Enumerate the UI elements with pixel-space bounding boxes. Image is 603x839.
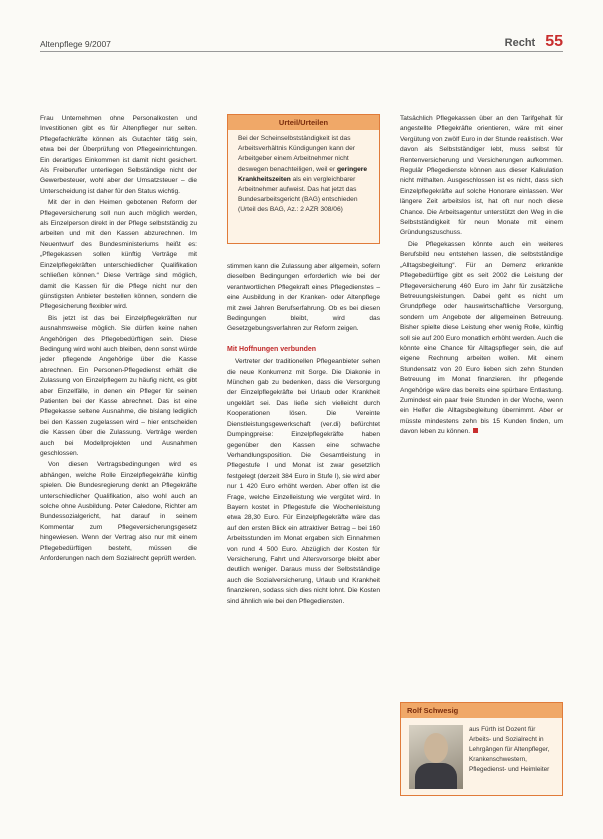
header-rule [40, 51, 563, 52]
page-number: 55 [545, 33, 563, 50]
paragraph-text: Die Pflegekassen könnte auch ein weiteres Berufsbild neu entstehen lassen, die selbstständige „Alltagsbegleitung“. Für an Demenz erkrankte Pflegebedürftige gibt es seit 2002 die Leistung der Pflegeversicherung 460 Euro im Jahr für zusätzliche Betreuungsleistungen. Dabei geht es nicht um Grundpflege oder hauswirtschaftliche Versorgung, sondern um Angebote der allgemeinen Betreuung. Bisher spielte diese Leistung eher wenig Rolle, künftig soll sie auf 200 Euro monatlich erhöht werden. Auch die könnte eine Chance für Alltagspfleger sein, die auf eigene Rechnung arbeiten wollen. Mit einem Stundensatz von 20 Euro lieben sich zehn Stunden Betreuung im Monat finanzieren. Ihr pflegende Angehörige wäre das bereits eine spürbare Entlastung. Zumindest ein paar freie Stunden in der Woche, wenn ein Helfer die Alltagsbegleitung übernimmt. Aber er müsste mindestens zehn bis 15 Kunden finden, um davon leben zu können. [400, 240, 563, 436]
photo-head-shape [424, 733, 448, 763]
running-header-journal: Altenpflege 9/2007 [40, 39, 111, 49]
author-box [400, 702, 563, 796]
paragraph [400, 240, 563, 438]
photo-body-shape [415, 763, 457, 789]
ruling-box [227, 114, 380, 244]
running-header-section [505, 33, 563, 51]
ruling-text-end: als ein vergleichbarer Arbeitnehmer aufweist. Das hat jetzt das Bundesarbeitsgericht (BAG) entschieden (Urteil des BAG, Az.: 2 AZR 308/06) [238, 175, 358, 214]
paragraph: Von diesen Vertragsbedingungen wird es abhängen, welche Rolle Einzelpflegekräfte künftig spielen. Die Bundesregierung denkt an Pflegekräfte unterschiedlicher Qualifikation, also wohl auch an solche ohne Ausbildung. Peter Caledone, Richter am Bundessozialgericht, hat darauf in seinem Kommentar zum Pflegeversicherungsgesetz hingewiesen. Wenn der Vertrag also nur mit einem Pflegebedürftigen besteht, müssen die Anforderungen nach dem Sozialrecht geprüft werden. [40, 461, 197, 563]
text-column-2 [227, 262, 380, 608]
ruling-box-title: Urteil/Urteilen [228, 115, 379, 130]
author-photo [409, 725, 463, 789]
author-name: Rolf Schwesig [401, 703, 562, 718]
text-column-1 [40, 114, 197, 565]
paragraph: stimmen kann die Zulassung aber allgemein, sofern dieselben Bedingungen erforderlich wie bei der verantwortlichen Pflegekraft eines Pflegedienstes – eine Ausbildung in der Kranken- oder Altenpflege mit zwei Jahren Berufserfahrung. Ob es bei diesen Bedingungen bleibt, wird das Gesetzgebungsverfahren zur Reform zeigen. [227, 263, 380, 333]
paragraph: Vertreter der traditionellen Pflegeanbieter sehen die neue Konkurrenz mit Sorge. Die Diakonie in München gab zu bedenken, dass die Versorgung der Einzelpflegekräfte bei Urlaub oder Krankheit ungeklärt sei. Das ließe sich vielleicht durch Kooperationen lösen. Die Vereinte Dienstleistungsgewerkschaft (ver.di) befürchtet Dumpingpreise: Einzelpflegekräfte haben gegenüber den Kassen eine schwache Verhandlungsposition. Die Gesamtleistung in Pflegestufe I und Monat ist zwar gesetzlich festgelegt (derzeit 384 Euro in Stufe I), sie wird aber nur 1 420 Euro erhöht werden. Aber offen ist die Frage, welche Einzelleistung wie vergütet wird. In Bayern kostet in Pflegestufe die Wochenleistung etwa 28,30 Euro. Für Einzelpflegekräfte wäre das auf den ersten Blick ein attraktiver Betrag – bei 160 Arbeitsstunden im Monat ergaben sich Einnahmen von rund 4 500 Euro. Abzüglich der Kosten für Versicherung, Fahrt und Altersvorsorge bleibt aber deutlich weniger. Daraus muss der Selbstständige auch die Sozialversicherung, Urlaub und Krankheit finanzieren, sodass sich dies nicht lohnt. Die Kosten sind ähnlich wie bei den Pflegediensten. [227, 358, 380, 605]
author-bio: aus Fürth ist Dozent für Arbeits- und Sozialrecht in Lehrgängen für Altenpfleger, Krankenschwestern, Pflegedienst- und Heimleiter [469, 726, 550, 773]
end-bullet-icon [473, 428, 478, 433]
ruling-text: Bei der Scheinselbstständigkeit ist das Arbeitsverhältnis Kündigungen kann der Arbeitgeber einem Arbeitnehmer nicht deswegen benachteiligen, weil er [238, 135, 355, 173]
ruling-highlight: geringere Krankheitszeiten [238, 165, 368, 183]
paragraph: Frau Unternehmen ohne Personalkosten und Investitionen gibt es für Altenpfleger nur selten. Pflegefachkräfte können als Gutachter tätig sein, etwa bei der Überprüfung von Pflegeeinrichtungen. Ein derartiges Einkommen ist damit nicht gesichert. Als Freiberufler unterliegen Selbständige nicht der Gewerbesteuer, wohl aber der Umsatzsteuer – die Unterscheidung ist daher für den Status wichtig. [40, 115, 197, 195]
section-label: Recht [504, 37, 536, 49]
subheading: Mit Hoffnungen verbunden [227, 345, 317, 353]
text-column-3 [400, 114, 563, 439]
paragraph: Tatsächlich Pflegekassen über an den Tarifgehalt für angestellte Pflegekräfte orientieren, wäre mit einer Vergütung von zwölf Euro in der Stunde realistisch. Wer davon als Selbstständiger lebt, muss selbst für Rentenversicherung und Versicherungen aufkommen. Regulär Pflegedienste können aus dieser Kalkulation nicht mithalten. Ausgeschlossen ist es nicht, dass sich Einzelpflegekräfte auf solche Honorare einlassen. Wer längere Zeit arbeitslos ist, hat oft nur noch diese Chance. Die Arbeitsagentur unterstützt den Weg in die Selbstständigkeit für neun Monate mit einem Gründungszuschuss. [400, 115, 563, 237]
paragraph: Mit der in den Heimen gebotenen Reform der Pflegeversicherung soll nun auch möglich werden, als Einzelperson direkt in der Pflege selbstständig zu arbeiten und mit den Kassen abzurechnen. Im Neuentwurf des Bundesministeriums heißt es: „Pflegekassen sollen künftig Verträge mit Einzelpflegekräften unterschiedlicher Qualifikation schließen können.“ Diese Verträge sind möglich, damit die Kassen für die Pflege nicht nur den günstigsten Anbieter bestellen können, sondern die Pflegesicherung flexibler wird. [40, 199, 197, 311]
paragraph: Bis jetzt ist das bei Einzelpflegekräften nur ausnahmsweise möglich. Sie dürfen keine nahen Angehörigen des Pflegebedürftigen sein. Diese Bedingung wird wohl auch bleiben, denn sonst würde jeder pflegende Angehörige über die Kasse abrechnen. Ein Personen-Pflegedienst erhält die Zulassung von Einzelpflegern zu häufig nicht, es gibt aber Einzelfälle, in denen ein Pfleger für seinen Patienten bei der Kasse abrechnet. Das ist eine Pflegekasse seltene Ausnahme, die bislang lediglich bei den Kassen zugelassen wird – hier entscheiden die Kassen über die Zulassung. Verträge werden auch bei Modellprojekten und Ausnahmen geschlossen. [40, 314, 197, 457]
ruling-box-body [228, 130, 379, 220]
